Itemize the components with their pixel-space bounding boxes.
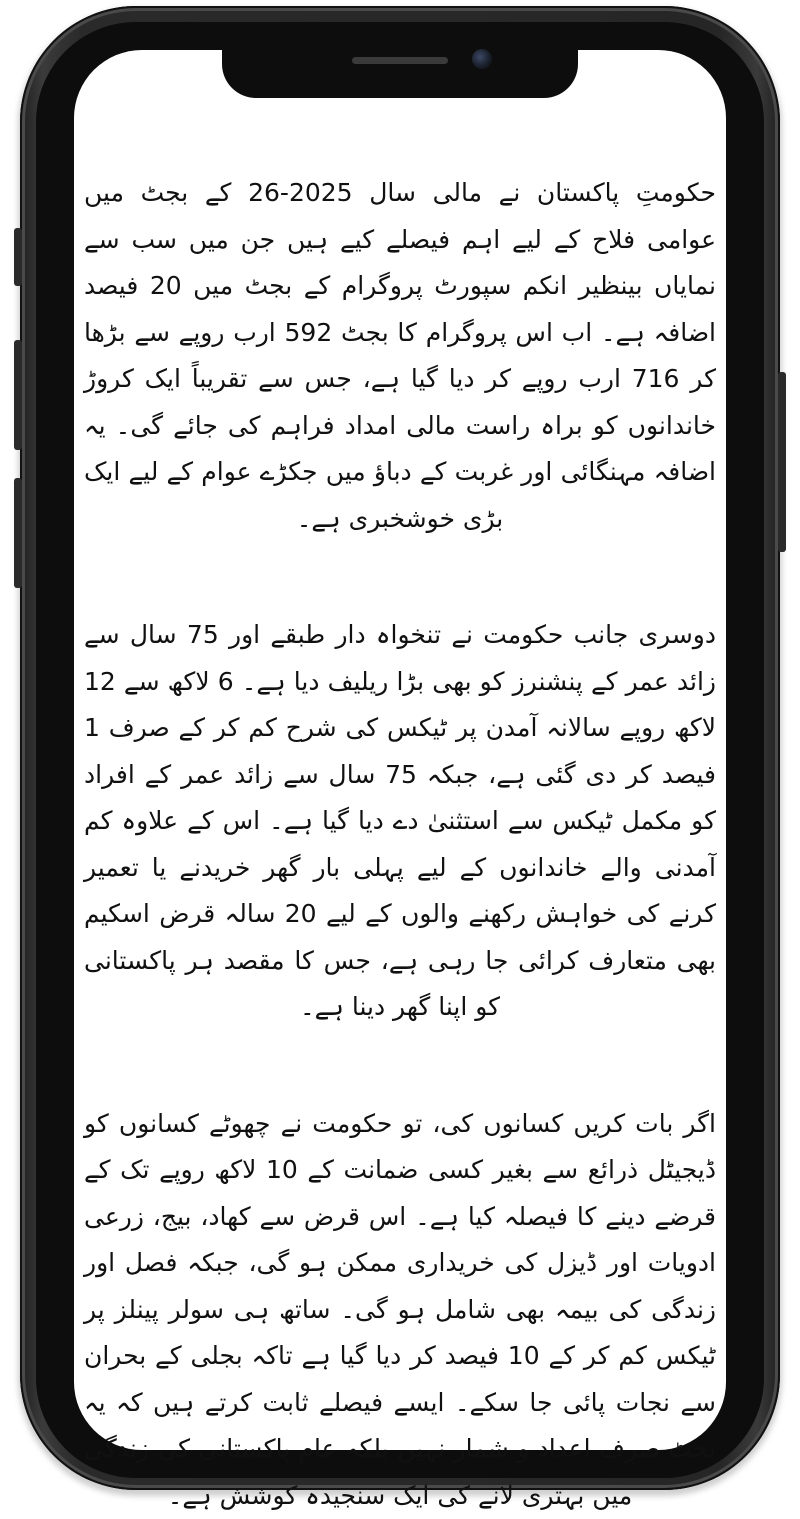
article-body <box>84 170 716 1519</box>
article-paragraph-1: حکومتِ پاکستان نے مالی سال 2025-26 کے بجٹ میں عوامی فلاح کے لیے اہم فیصلے کیے ہیں جن میں سب سے نمایاں بینظیر انکم سپورٹ پروگرام کے بجٹ میں 20 فیصد اضافہ ہے۔ اب اس پروگرام کا بجٹ 592 ارب روپے سے بڑھا کر 716 ارب روپے کر دیا گیا ہے، جس سے تقریباً ایک کروڑ خاندانوں کو براہ راست مالی امداد فراہم کی جائے گی۔ یہ اضافہ مہنگائی اور غربت کے دباؤ میں جکڑے عوام کے لیے ایک بڑی خوشخبری ہے۔ <box>84 170 716 542</box>
front-camera-icon <box>472 49 492 69</box>
article-paragraph-3: اگر بات کریں کسانوں کی، تو حکومت نے چھوٹے کسانوں کو ڈیجیٹل ذرائع سے بغیر کسی ضمانت کے 10 لاکھ روپے تک کے قرضے دینے کا فیصلہ کیا ہے۔ اس قرض سے کھاد، بیج، زرعی ادویات اور ڈیزل کی خریداری ممکن ہو گی، جبکہ فصل اور زندگی کی بیمہ بھی شامل ہو گی۔ ساتھ ہی سولر پینلز پر ٹیکس کم کر کے 10 فیصد کر دیا گیا ہے تاکہ بجلی کے بحران سے نجات پائی جا سکے۔ ایسے فیصلے ثابت کرتے ہیں کہ یہ بجٹ صرف اعداد و شمار نہیں بلکہ عام پاکستانی کی زندگی میں بہتری لانے کی ایک سنجیدہ کوشش ہے۔ <box>84 1101 716 1519</box>
power-button <box>778 372 786 552</box>
speaker-grille <box>352 57 448 64</box>
volume-down-button <box>14 478 22 588</box>
mute-switch <box>14 228 22 286</box>
volume-up-button <box>14 340 22 450</box>
article-paragraph-2: دوسری جانب حکومت نے تنخواہ دار طبقے اور 75 سال سے زائد عمر کے پنشنرز کو بھی بڑا ریلیف دیا ہے۔ 6 لاکھ سے 12 لاکھ روپے سالانہ آمدن پر ٹیکس کی شرح کم کر کے صرف 1 فیصد کر دی گئی ہے، جبکہ 75 سال سے زائد عمر کے افراد کو مکمل ٹیکس سے استثنیٰ دے دیا گیا ہے۔ اس کے علاوہ کم آمدنی والے خاندانوں کے لیے پہلی بار گھر خریدنے یا تعمیر کرنے کی خواہش رکھنے والوں کے لیے 20 سالہ قرض اسکیم بھی متعارف کرائی جا رہی ہے، جس کا مقصد ہر پاکستانی کو اپنا گھر دینا ہے۔ <box>84 612 716 1031</box>
